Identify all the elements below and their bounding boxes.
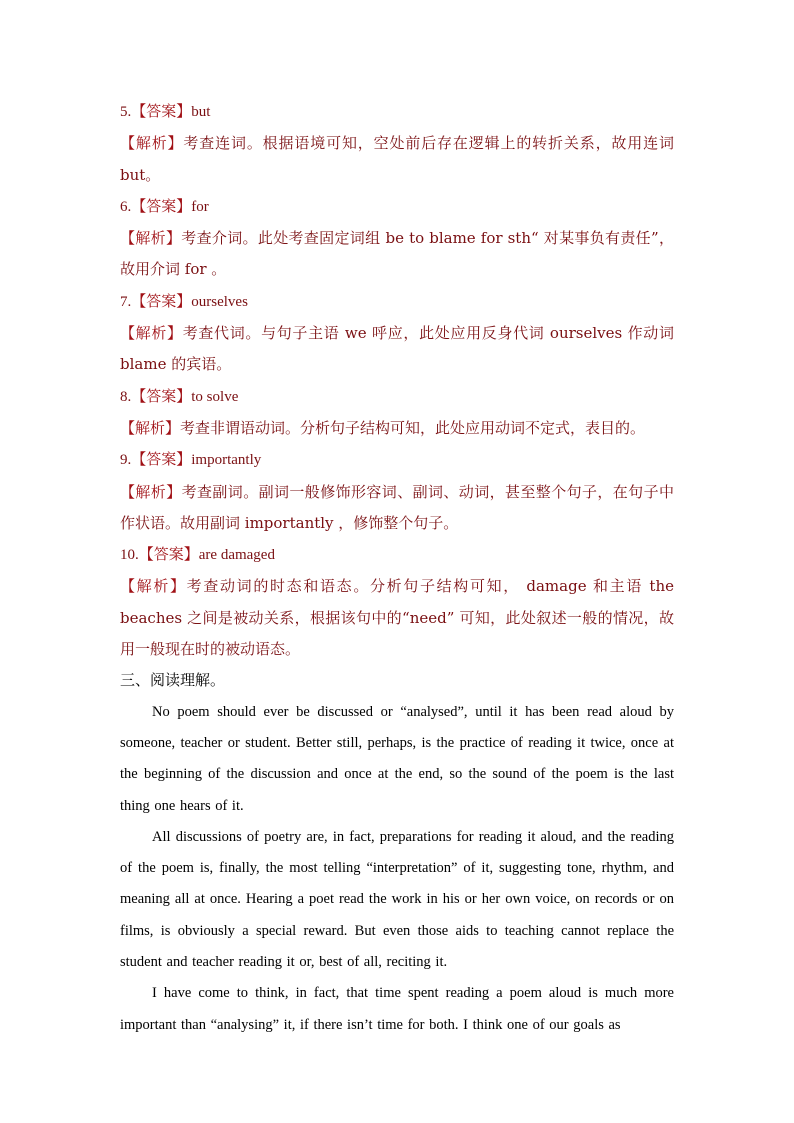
answer-line bbox=[120, 96, 674, 128]
analysis-text bbox=[120, 128, 674, 191]
analysis-text bbox=[120, 413, 674, 444]
answer-tag: 【答案】 bbox=[131, 102, 192, 120]
analysis-body: 考查副词。副词一般修饰形容词、副词、动词，甚至整个句子，在句子中作状语。故用副词 importantly ，修饰整个句子。 bbox=[120, 482, 674, 532]
answer-line bbox=[120, 286, 674, 318]
answer-text: are damaged bbox=[198, 547, 275, 564]
passage-paragraph-3: I have come to think, in fact, that time spent reading a poem aloud is much more important than “analysing” it, if there isn’t time for both. I think one of our goals as bbox=[120, 985, 674, 1033]
analysis-tag: 【解析】 bbox=[120, 229, 182, 248]
answer-tag: 【答案】 bbox=[131, 291, 192, 310]
answer-item-7 bbox=[120, 286, 674, 381]
answer-item-5 bbox=[120, 96, 674, 191]
answer-text: for bbox=[191, 198, 209, 215]
answer-tag: 【答案】 bbox=[138, 545, 199, 564]
analysis-tag: 【解析】 bbox=[120, 134, 184, 153]
answer-text: importantly bbox=[191, 452, 262, 469]
analysis-text bbox=[120, 477, 674, 540]
answer-tag: 【答案】 bbox=[131, 196, 192, 215]
passage-paragraph-1: No poem should ever be discussed or “analysed”, until it has been read aloud by someone, teacher or student. Better still, perhaps, is the practice of reading it twice, once at the beginning of the discussion and once at the end, so the sound of the poem is the last thing one hears of it. bbox=[120, 703, 674, 814]
analysis-tag: 【解析】 bbox=[120, 577, 187, 596]
analysis-body: 考查代词。与句子主语 we 呼应，此处应用反身代词 ourselves 作动词 blame 的宾语。 bbox=[120, 324, 674, 374]
answer-item-9 bbox=[120, 444, 674, 539]
answer-tag: 【答案】 bbox=[131, 450, 192, 469]
question-number: 8. bbox=[120, 388, 132, 405]
answer-line bbox=[120, 539, 674, 571]
answer-item-10 bbox=[120, 539, 674, 665]
analysis-tag: 【解析】 bbox=[120, 482, 182, 501]
analysis-body: 考查介词。此处考查固定词组 be to blame for sth“ 对某事负有责任”，故用介词 for 。 bbox=[120, 229, 674, 279]
analysis-text bbox=[120, 223, 674, 286]
question-number: 6. bbox=[120, 198, 132, 215]
question-number: 7. bbox=[120, 293, 132, 310]
answer-line bbox=[120, 381, 674, 413]
analysis-body: 考查连词。根据语境可知，空处前后存在逻辑上的转折关系，故用连词but。 bbox=[120, 134, 674, 184]
answer-text: ourselves bbox=[191, 293, 248, 310]
question-number: 9. bbox=[120, 452, 132, 469]
question-number: 5. bbox=[120, 104, 132, 120]
answer-tag: 【答案】 bbox=[131, 386, 192, 405]
passage-paragraph-2: All discussions of poetry are, in fact, preparations for reading it aloud, and the reading of the poem is, finally, the most telling “interpretation” of it, suggesting tone, rhythm, and meaning all at once. Hearing a poet read the work in his or her own voice, on records or on films, is obviously a special reward. But even those aids to teaching cannot replace the student and teacher reading it or, best of all, reciting it. bbox=[120, 828, 674, 971]
analysis-body: 考查动词的时态和语态。分析句子结构可知， damage 和主语 the beaches 之间是被动关系，根据该句中的“need” 可知，此处叙述一般的情况，故用一般现在时的被动语态。 bbox=[120, 577, 674, 659]
answer-text: but bbox=[191, 104, 211, 120]
analysis-tag: 【解析】 bbox=[120, 418, 181, 437]
analysis-text bbox=[120, 318, 674, 381]
analysis-tag: 【解析】 bbox=[120, 324, 183, 343]
document-page bbox=[120, 96, 674, 1041]
analysis-text bbox=[120, 571, 674, 665]
question-number: 10. bbox=[120, 547, 139, 564]
answer-item-8 bbox=[120, 381, 674, 445]
answer-line bbox=[120, 444, 674, 476]
section-title: 三、阅读理解。 bbox=[120, 671, 226, 690]
answer-line bbox=[120, 191, 674, 223]
answer-text: to solve bbox=[191, 388, 239, 405]
answer-item-6 bbox=[120, 191, 674, 286]
analysis-body: 考查非谓语动词。分析句子结构可知，此处应用动词不定式，表目的。 bbox=[180, 418, 646, 437]
